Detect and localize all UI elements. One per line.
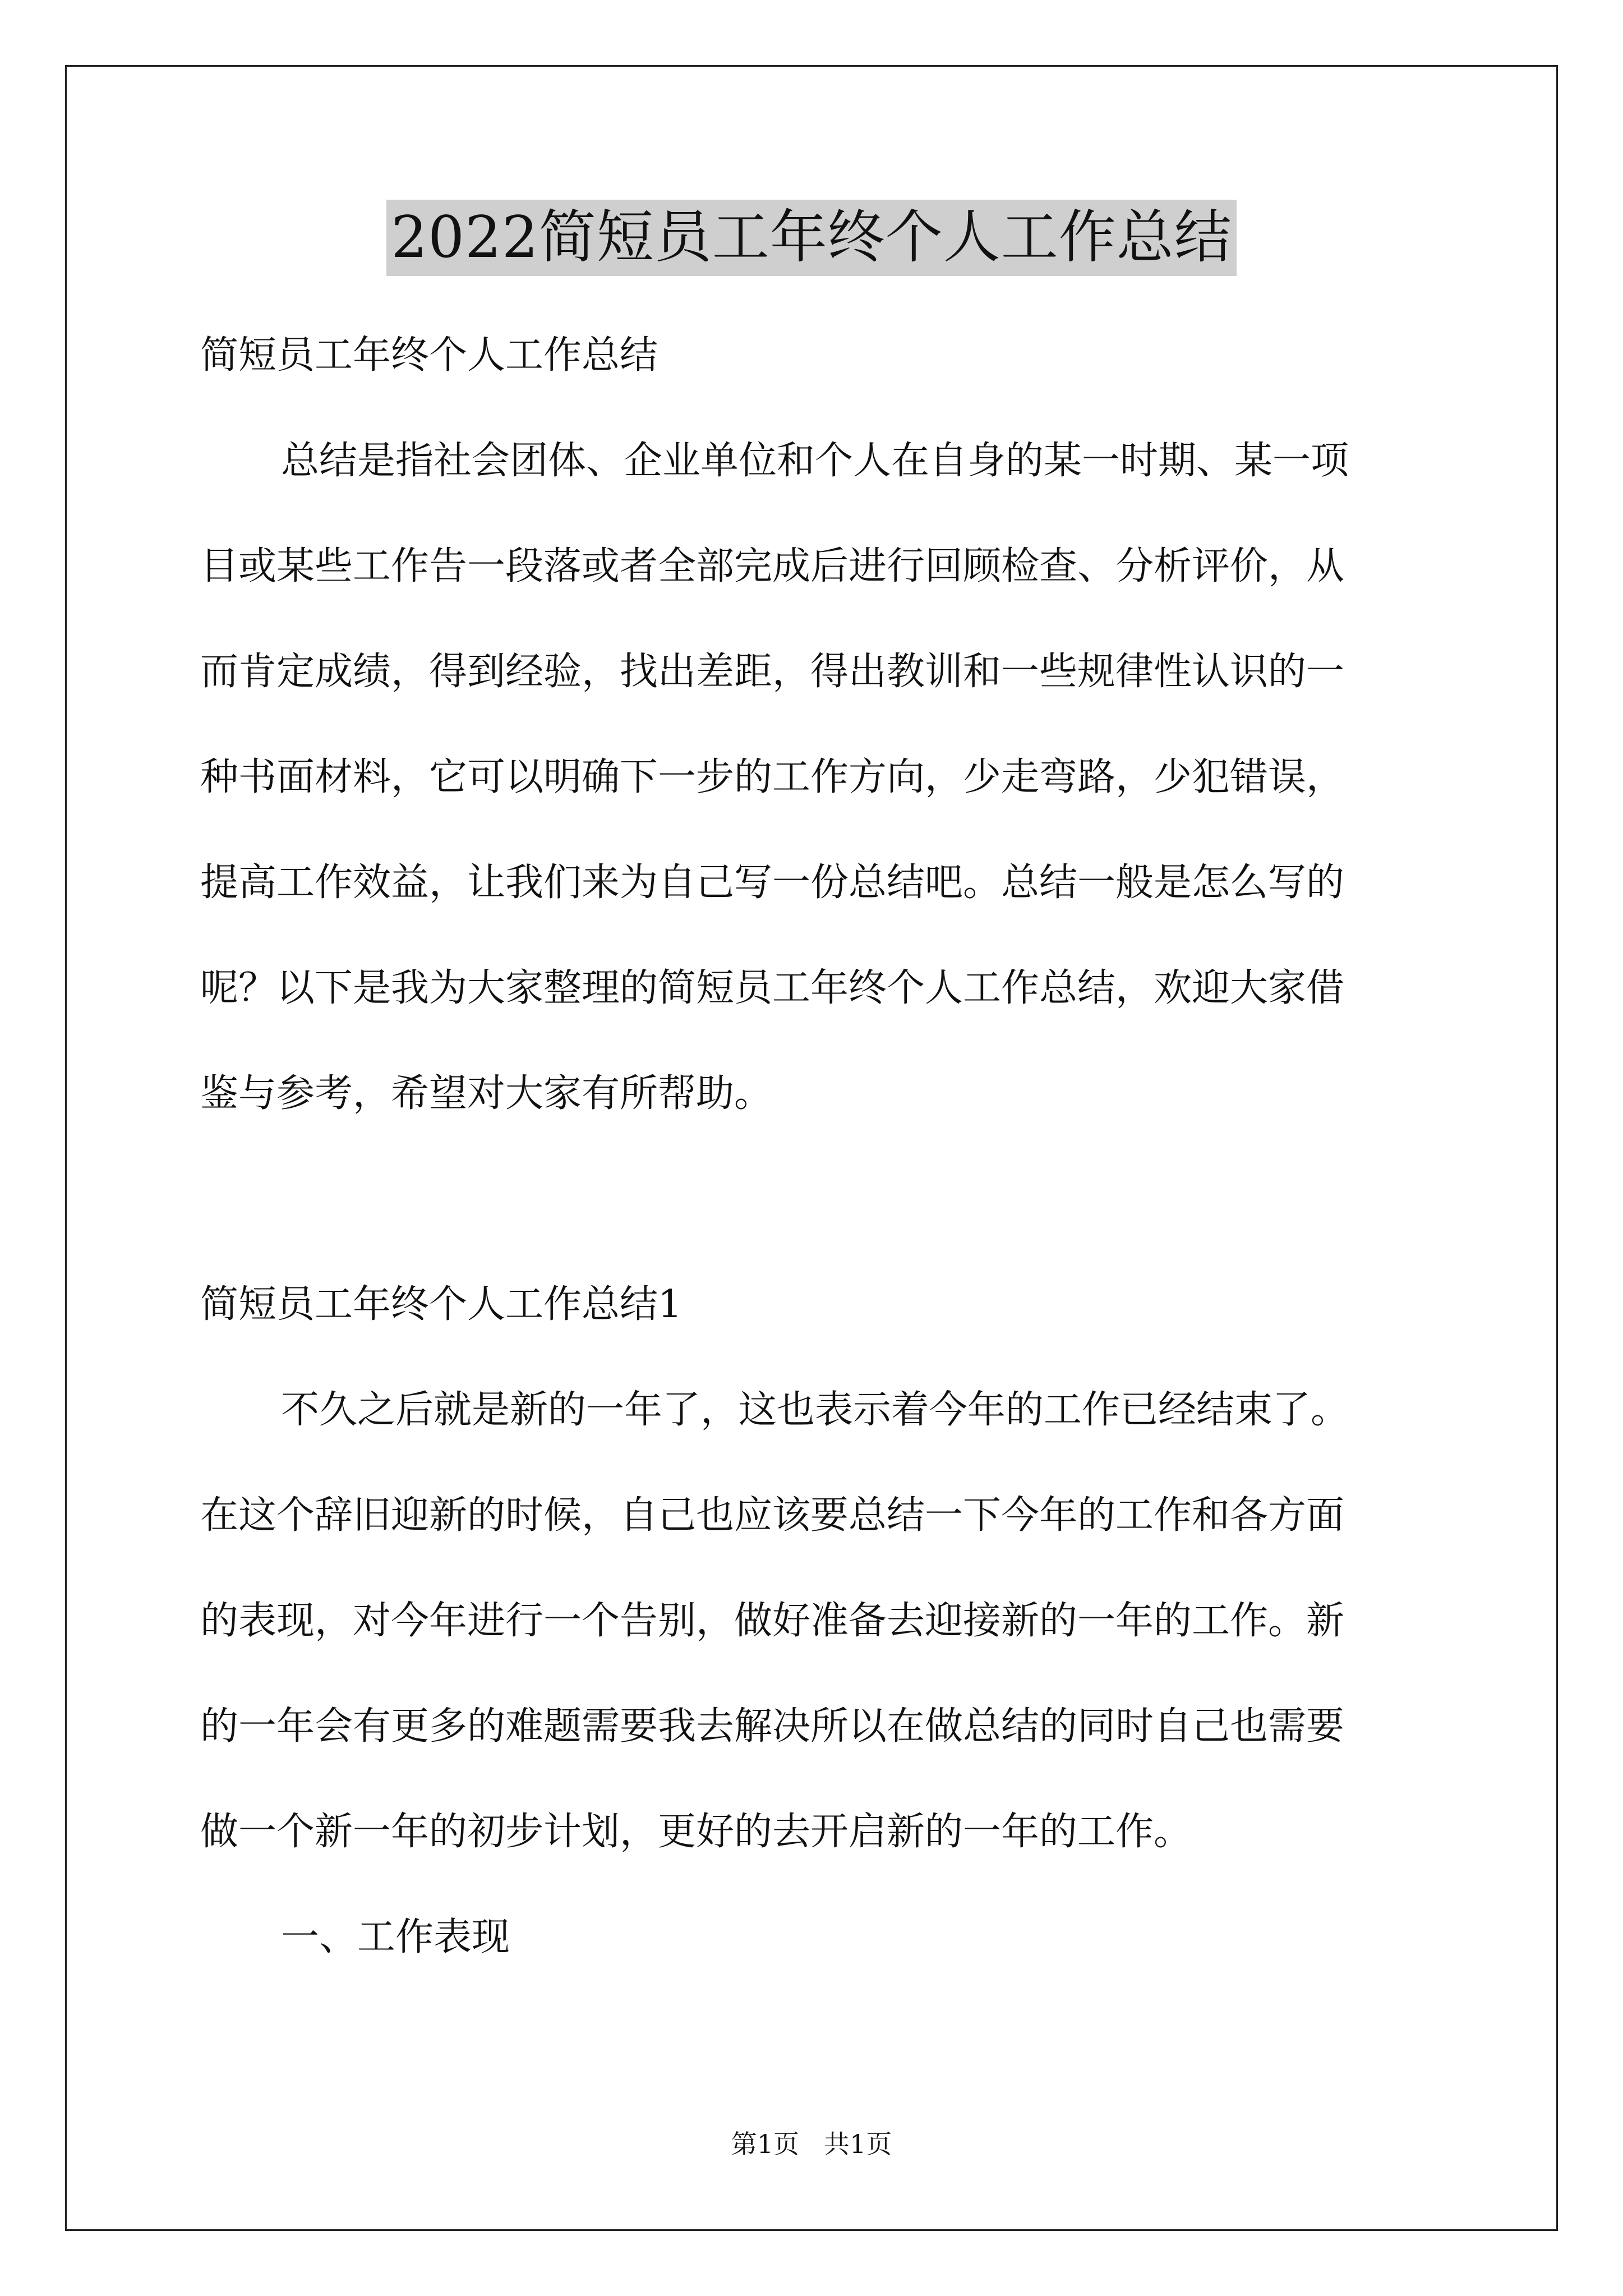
intro-line-6: 呢？以下是我为大家整理的简短员工年终个人工作总结，欢迎大家借 [200,966,1345,1010]
intro-line-7: 鉴与参考，希望对大家有所帮助。 [200,1071,773,1116]
section-line-1: 不久之后就是新的一年了，这也表示着今年的工作已经结束了。 [281,1388,1349,1432]
heading-one: 一、工作表现 [281,1915,510,1959]
page-total: 共1页 [824,2129,892,2159]
intro-line-3: 而肯定成绩，得到经验，找出差距，得出教训和一些规律性认识的一 [200,650,1345,694]
section-line-2: 在这个辞旧迎新的时候，自己也应该要总结一下今年的工作和各方面 [200,1493,1345,1538]
section-line-4: 的一年会有更多的难题需要我去解决所以在做总结的同时自己也需要 [200,1704,1345,1749]
section-line-5: 做一个新一年的初步计划，更好的去开启新的一年的工作。 [200,1810,1192,1854]
document-title: 2022简短员工年终个人工作总结 [386,200,1237,276]
page-number: 第1页 [731,2129,799,2159]
intro-line-2: 目或某些工作告一段落或者全部完成后进行回顾检查、分析评价，从 [200,544,1345,588]
intro-line-4: 种书面材料，它可以明确下一步的工作方向，少走弯路，少犯错误， [200,755,1345,799]
document-body [200,303,1424,1990]
subtitle: 简短员工年终个人工作总结 [200,333,658,378]
title-container [0,200,1623,276]
paragraph-gap [200,1147,1424,1252]
page-footer [0,2126,1623,2162]
section-line-3: 的表现，对今年进行一个告别，做好准备去迎接新的一年的工作。新 [200,1599,1345,1643]
intro-line-5: 提高工作效益，让我们来为自己写一份总结吧。总结一般是怎么写的 [200,861,1345,905]
intro-line-1: 总结是指社会团体、企业单位和个人在自身的某一时期、某一项 [281,439,1349,483]
section-title: 简短员工年终个人工作总结1 [200,1282,683,1327]
